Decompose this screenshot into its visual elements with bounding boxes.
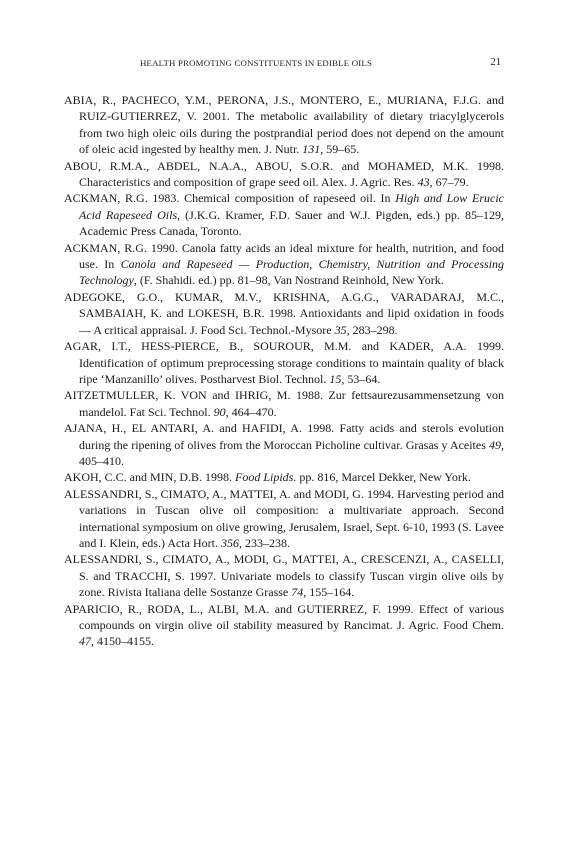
reference-entry (64, 420, 504, 469)
reference-volume: 43 (417, 175, 430, 190)
reference-text: AJANA, H., EL ANTARI, A. and HAFIDI, A. 1998. Fatty acids and sterols evolution during the ripening of olives from the Moroccan Picholine cultivar. Grasas y Aceites (64, 421, 504, 452)
reference-list (64, 92, 504, 650)
reference-entry (64, 92, 504, 158)
reference-pages: , 4150–4155. (91, 634, 154, 649)
reference-entry (64, 338, 504, 387)
reference-text: ACKMAN, R.G. 1990. Canola fatty acids an ideal mixture for health, nutrition, and food use. In (64, 240, 504, 272)
reference-text: ADEGOKE, G.O., KUMAR, M.V., KRISHNA, A.G.G., VARADARAJ, M.C., SAMBAIAH, K. and LOKESH, B.R. 1998. Antioxidants and lipid oxidation in foods — A critical appraisal. J. Food Sci. Technol.-Mysore (64, 289, 504, 337)
running-header (140, 58, 501, 72)
reference-text: APARICIO, R., RODA, L., ALBI, M.A. and GUTIERREZ, F. 1999. Effect of various compounds on virgin olive oil stability measured by Rancimat. J. Agric. Food Chem. (64, 601, 504, 632)
reference-volume: 90 (213, 404, 226, 419)
reference-text: AITZETMULLER, K. VON and IHRIG, M. 1988. Zur fettsaurezusammensetzung von mandelol. Fat Sci. Technol. (64, 388, 504, 419)
reference-entry (64, 240, 504, 289)
reference-pages: , 155–164. (303, 585, 355, 600)
reference-volume: 49 (489, 437, 501, 452)
reference-entry (64, 158, 504, 191)
reference-text: AKOH, C.C. and MIN, D.B. 1998. (64, 470, 235, 485)
reference-volume: 35 (334, 322, 347, 337)
running-header-title: HEALTH PROMOTING CONSTITUENTS IN EDIBLE OILS (140, 58, 373, 68)
reference-text: ABOU, R.M.A., ABDEL, N.A.A., ABOU, S.O.R. and MOHAMED, M.K. 1998. Characteristics and composition of grape seed oil. Alex. J. Agric. Res. (64, 158, 504, 190)
reference-book-title: Food Lipids. (235, 470, 297, 485)
reference-text: ALESSANDRI, S., CIMATO, A., MODI, G., MATTEI, A., CRESCENZI, A., CASELLI, S. and TRACCHI, S. 1997. Univariate models to classify Tuscan virgin olive oils by zone. Rivista Italiana delle Sostanze Grasse (64, 552, 504, 600)
reference-publisher: , (F. Shahidi. ed.) pp. 81–98, Van Nostrand Reinhold, New York. (133, 273, 444, 288)
reference-entry (64, 551, 504, 600)
reference-pages: , 59–65. (320, 142, 360, 157)
reference-text: AGAR, I.T., HESS-PIERCE, B., SOUROUR, M.M. and KADER, A.A. 1999. Identification of optimum preprocessing storage conditions to maintain quality of black ripe ‘Manzanillo’ olives. Postharvest Biol. Technol. (64, 339, 504, 386)
reference-text: ALESSANDRI, S., CIMATO, A., MATTEI, A. and MODI, G. 1994. Harvesting period and variations in Tuscan olive oil composition: a multivariate approach. Second international symposium on olive growing, Jerusalem, Israel, Sept. 6-10, 1993 (S. Lavee and I. Klein, eds.) Acta Hort. (64, 486, 504, 550)
page-number: 21 (490, 57, 501, 68)
reference-pages: , 53–64. (341, 371, 381, 386)
reference-publisher: , (J.K.G. Kramer, F.D. Sauer and W.J. Pigden, eds.) pp. 85–129, Academic Press Canada, Toronto. (79, 207, 504, 239)
reference-entry (64, 289, 504, 338)
reference-pages: , 405–410. (79, 437, 504, 468)
reference-entry (64, 601, 504, 650)
reference-book-title: High and Low Erucic Acid Rapeseed Oils (79, 191, 504, 222)
reference-entry (64, 190, 504, 239)
reference-entry (64, 469, 504, 485)
reference-entry (64, 387, 504, 420)
reference-pages: , 464–470. (225, 404, 277, 419)
reference-pages: , 283–298. (346, 322, 398, 337)
reference-volume: 131 (302, 142, 321, 157)
reference-volume: 356 (220, 535, 239, 550)
reference-publisher: pp. 816, Marcel Dekker, New York. (296, 470, 471, 485)
reference-text: ABIA, R., PACHECO, Y.M., PERONA, J.S., MONTERO, E., MURIANA, F.J.G. and RUIZ-GUTIERREZ, V. 2001. The metabolic availability of dietary triacylglycerols from two high oleic oils during the postprandial period does not depend on the amount of oleic acid ingested by healthy men. J. Nutr. (64, 93, 504, 157)
reference-pages: , 233–238. (238, 535, 290, 550)
reference-pages: , 67–79. (429, 175, 469, 190)
reference-volume: 74 (291, 585, 304, 600)
reference-volume: 47 (79, 634, 91, 649)
reference-entry (64, 486, 504, 552)
reference-book-title: Canola and Rapeseed — Production, Chemistry, Nutrition and Processing Technology (79, 257, 504, 288)
reference-text: ACKMAN, R.G. 1983. Chemical composition of rapeseed oil. In (64, 191, 396, 206)
reference-volume: 15 (329, 371, 342, 386)
